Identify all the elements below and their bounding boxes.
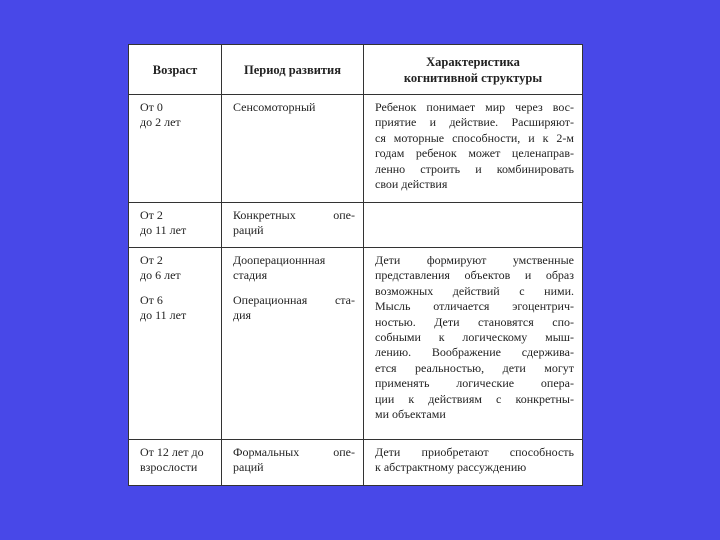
age-cell (129, 248, 222, 440)
period-cell (222, 95, 364, 203)
period-line: Формальных опе- (233, 445, 355, 459)
header-period-line: Период развития (243, 62, 342, 77)
age-line: От 2 (140, 208, 163, 222)
period-line: Дооперационнная (233, 253, 326, 267)
age-line: до 11 лет (140, 223, 187, 238)
age-line: до 6 лет (140, 268, 181, 283)
period-line: Операционная ста- (233, 292, 355, 307)
characteristic-line: лению. Воображение сдержива- (375, 345, 574, 360)
characteristic-line: применять логические опера- (375, 376, 574, 391)
period-cell (222, 203, 364, 248)
spacer (140, 284, 213, 293)
characteristic-line: ся моторные способности, и к 2-м (375, 130, 574, 145)
characteristic-cell (364, 95, 583, 203)
characteristic-line: Дети формируют умственные (375, 253, 574, 267)
age-line: От 6 (140, 292, 163, 307)
header-characteristic (364, 45, 583, 95)
age-line: до 2 лет (140, 115, 181, 130)
age-cell (129, 95, 222, 203)
age-cell (129, 440, 222, 486)
header-age (129, 45, 222, 95)
characteristic-line: ленно строить и комбинировать (375, 161, 574, 176)
characteristic-cell (364, 440, 583, 486)
characteristic-line: приятие и действие. Расширяют- (375, 115, 574, 130)
period-line: дия (233, 308, 252, 323)
period-line: раций (233, 460, 264, 475)
age-line: От 12 лет до (140, 445, 204, 459)
header-characteristic-line: когнитивной структуры (403, 70, 543, 85)
characteristic-line: ми объектами (375, 407, 446, 422)
characteristic-cell-empty (364, 203, 583, 248)
header-characteristic-line: Характеристика (426, 54, 520, 69)
period-line: раций (233, 223, 264, 238)
period-line: Сенсомоторный (233, 100, 316, 114)
cognitive-development-table (128, 44, 583, 486)
table-row (129, 248, 583, 440)
header-age-line: Возраст (152, 62, 198, 77)
period-line: Конкретных опе- (233, 208, 355, 222)
age-line: От 2 (140, 253, 163, 267)
table-row (129, 440, 583, 486)
header-period (222, 45, 364, 95)
age-line: От 0 (140, 100, 163, 114)
characteristic-line: собными к логическому мыш- (375, 330, 574, 345)
characteristic-line: свои действия (375, 177, 448, 192)
period-cell (222, 248, 364, 440)
period-cell (222, 440, 364, 486)
characteristic-line: возможных действий с ними. (375, 283, 574, 298)
characteristic-line: представления объектов и образ (375, 268, 574, 283)
spacer (233, 284, 355, 293)
characteristic-line: годам ребенок может целенаправ- (375, 146, 574, 161)
age-line: взрослости (140, 460, 198, 475)
header-row (129, 45, 583, 95)
characteristic-line: ции к действиям с конкретны- (375, 391, 574, 406)
table-row (129, 95, 583, 203)
age-cell (129, 203, 222, 248)
characteristic-cell (364, 248, 583, 440)
age-line: до 11 лет (140, 308, 187, 323)
characteristic-line: Дети приобретают способность (375, 445, 574, 459)
characteristic-line: Мысль отличается эгоцентрич- (375, 299, 574, 314)
characteristic-line: ется реальностью, дети могут (375, 360, 574, 375)
period-line: стадия (233, 268, 268, 283)
table-row (129, 203, 583, 248)
characteristic-line: к абстрактному рассуждению (375, 460, 527, 475)
characteristic-line: Ребенок понимает мир через вос- (375, 100, 574, 114)
characteristic-line: ностью. Дети становятся спо- (375, 314, 574, 329)
